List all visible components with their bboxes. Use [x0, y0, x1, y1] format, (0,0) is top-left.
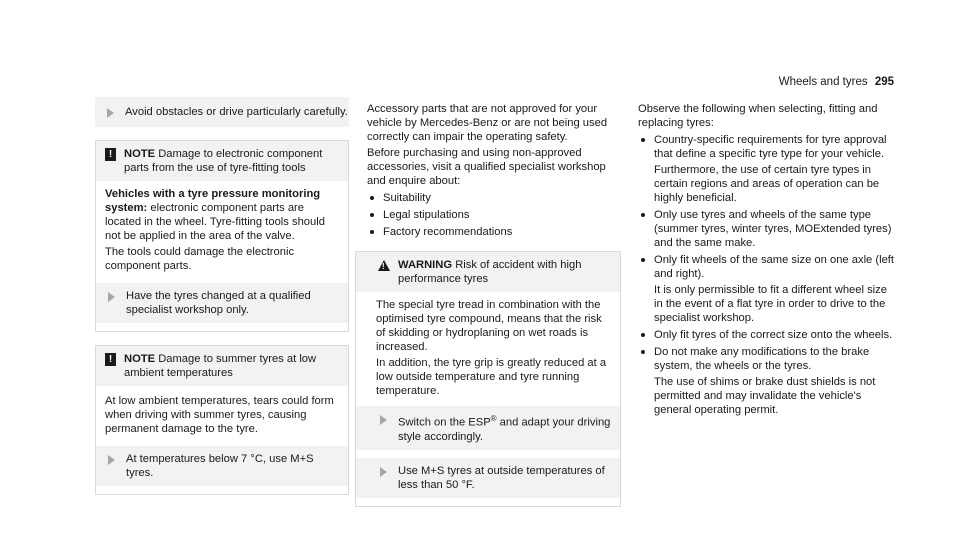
registered-mark: ®: [490, 414, 497, 423]
list-item-text: Country-specific requirements for tyre approval that define a specific tyre type for your vehicle.: [654, 134, 887, 160]
note-body: [96, 181, 348, 277]
warning-box: [355, 251, 621, 507]
note-paragraph: At low ambient temperatures, tears could form when driving with summer tyres, causing permanent damage to the tyre.: [105, 395, 334, 435]
list-item-text: Do not make any modifications to the brake system, the wheels or the tyres.: [654, 346, 870, 372]
instruction-step: [356, 406, 620, 450]
list-item-extra: Furthermore, the use of certain tyre types in certain regions and areas of operation can be highly beneficial.: [654, 164, 880, 204]
note-title: Damage to electronic component parts from the use of tyre-fitting tools: [124, 148, 323, 174]
exclamation-icon: !: [105, 353, 116, 366]
warning-body: [356, 292, 620, 400]
column-2: [367, 102, 621, 507]
step-text: and adapt your driving style accordingly.: [398, 416, 611, 443]
list-item-text: Only use tyres and wheels of the same type (summer tyres, winter tyres, MOExtended tyres) and the same make.: [654, 209, 892, 249]
list-item-extra: It is only permissible to fit a different wheel size in the event of a flat tyre in order to drive to the specialist workshop.: [654, 284, 887, 324]
instruction-step: [356, 458, 620, 498]
note-label: NOTE: [124, 148, 156, 160]
instruction-step: [95, 97, 349, 127]
list-item: Suitability: [367, 191, 621, 205]
warning-label: WARNING: [398, 259, 453, 271]
list-item: [638, 345, 898, 417]
note-box: [95, 345, 349, 495]
column-3: [638, 102, 898, 417]
page-number: 295: [874, 76, 894, 88]
step-text: Have the tyres changed at a qualified specialist workshop only.: [126, 290, 311, 316]
note-label: NOTE: [124, 353, 156, 365]
instruction-step: [96, 446, 348, 486]
exclamation-icon: !: [105, 148, 116, 161]
list-item-text: Only fit tyres of the correct size onto the wheels.: [654, 329, 893, 341]
step-text: Switch on the ESP: [398, 416, 491, 429]
list-item-extra: The use of shims or brake dust shields is not permitted and may invalidate the vehicle's general operating permit.: [654, 376, 876, 416]
arrow-icon: [107, 108, 114, 118]
paragraph: Accessory parts that are not approved for your vehicle by Mercedes-Benz or are not being used correctly can impair the operating safety.: [367, 103, 608, 143]
arrow-icon: [108, 292, 115, 302]
instruction-step: [96, 283, 348, 323]
step-text: Avoid obstacles or drive particularly carefully.: [125, 106, 348, 118]
warning-header: [356, 252, 620, 292]
running-header: [779, 75, 894, 89]
warning-triangle-icon: !: [378, 260, 390, 271]
list-item: [638, 133, 898, 205]
paragraph: Observe the following when selecting, fitting and replacing tyres:: [638, 103, 878, 129]
warning-title: Risk of accident with high performance tyres: [398, 259, 582, 285]
arrow-icon: [380, 415, 387, 425]
list-item: Legal stipulations: [367, 208, 621, 222]
note-bold-lead: Vehicles with a tyre pressure monitoring system:: [105, 188, 321, 214]
warning-paragraph: The special tyre tread in combination with the optimised tyre compound, means that the risk of skidding or hydroplaning on wet roads is increased.: [376, 299, 602, 353]
arrow-icon: [380, 467, 387, 477]
note-body: [96, 386, 348, 440]
bullet-list: [367, 191, 621, 239]
note-title: Damage to summer tyres at low ambient temperatures: [124, 353, 317, 379]
list-item-text: Only fit wheels of the same size on one axle (left and right).: [654, 254, 895, 280]
note-paragraph: The tools could damage the electronic component parts.: [105, 246, 295, 272]
arrow-icon: [108, 455, 115, 465]
column-1: [95, 97, 349, 495]
paragraph: Before purchasing and using non-approved accessories, visit a qualified specialist workshop and enquire about:: [367, 147, 606, 187]
note-box: [95, 140, 349, 332]
list-item: [638, 328, 898, 342]
list-item: [638, 253, 898, 325]
list-item: [638, 208, 898, 250]
step-text: Use M+S tyres at outside temperatures of less than 50 °F.: [398, 464, 605, 491]
note-header: [96, 346, 348, 386]
warning-paragraph: In addition, the tyre grip is greatly reduced at a low outside temperature and tyre running temperature.: [376, 357, 607, 397]
note-paragraph: electronic component parts are located in the wheel. Tyre-fitting tools should not be applied in the area of the valve.: [105, 202, 325, 242]
note-header: [96, 141, 348, 181]
section-title: Wheels and tyres: [778, 76, 868, 88]
list-item: Factory recommendations: [367, 225, 621, 239]
step-text: At temperatures below 7 °C, use M+S tyres.: [126, 453, 314, 479]
bullet-list: [638, 133, 898, 417]
